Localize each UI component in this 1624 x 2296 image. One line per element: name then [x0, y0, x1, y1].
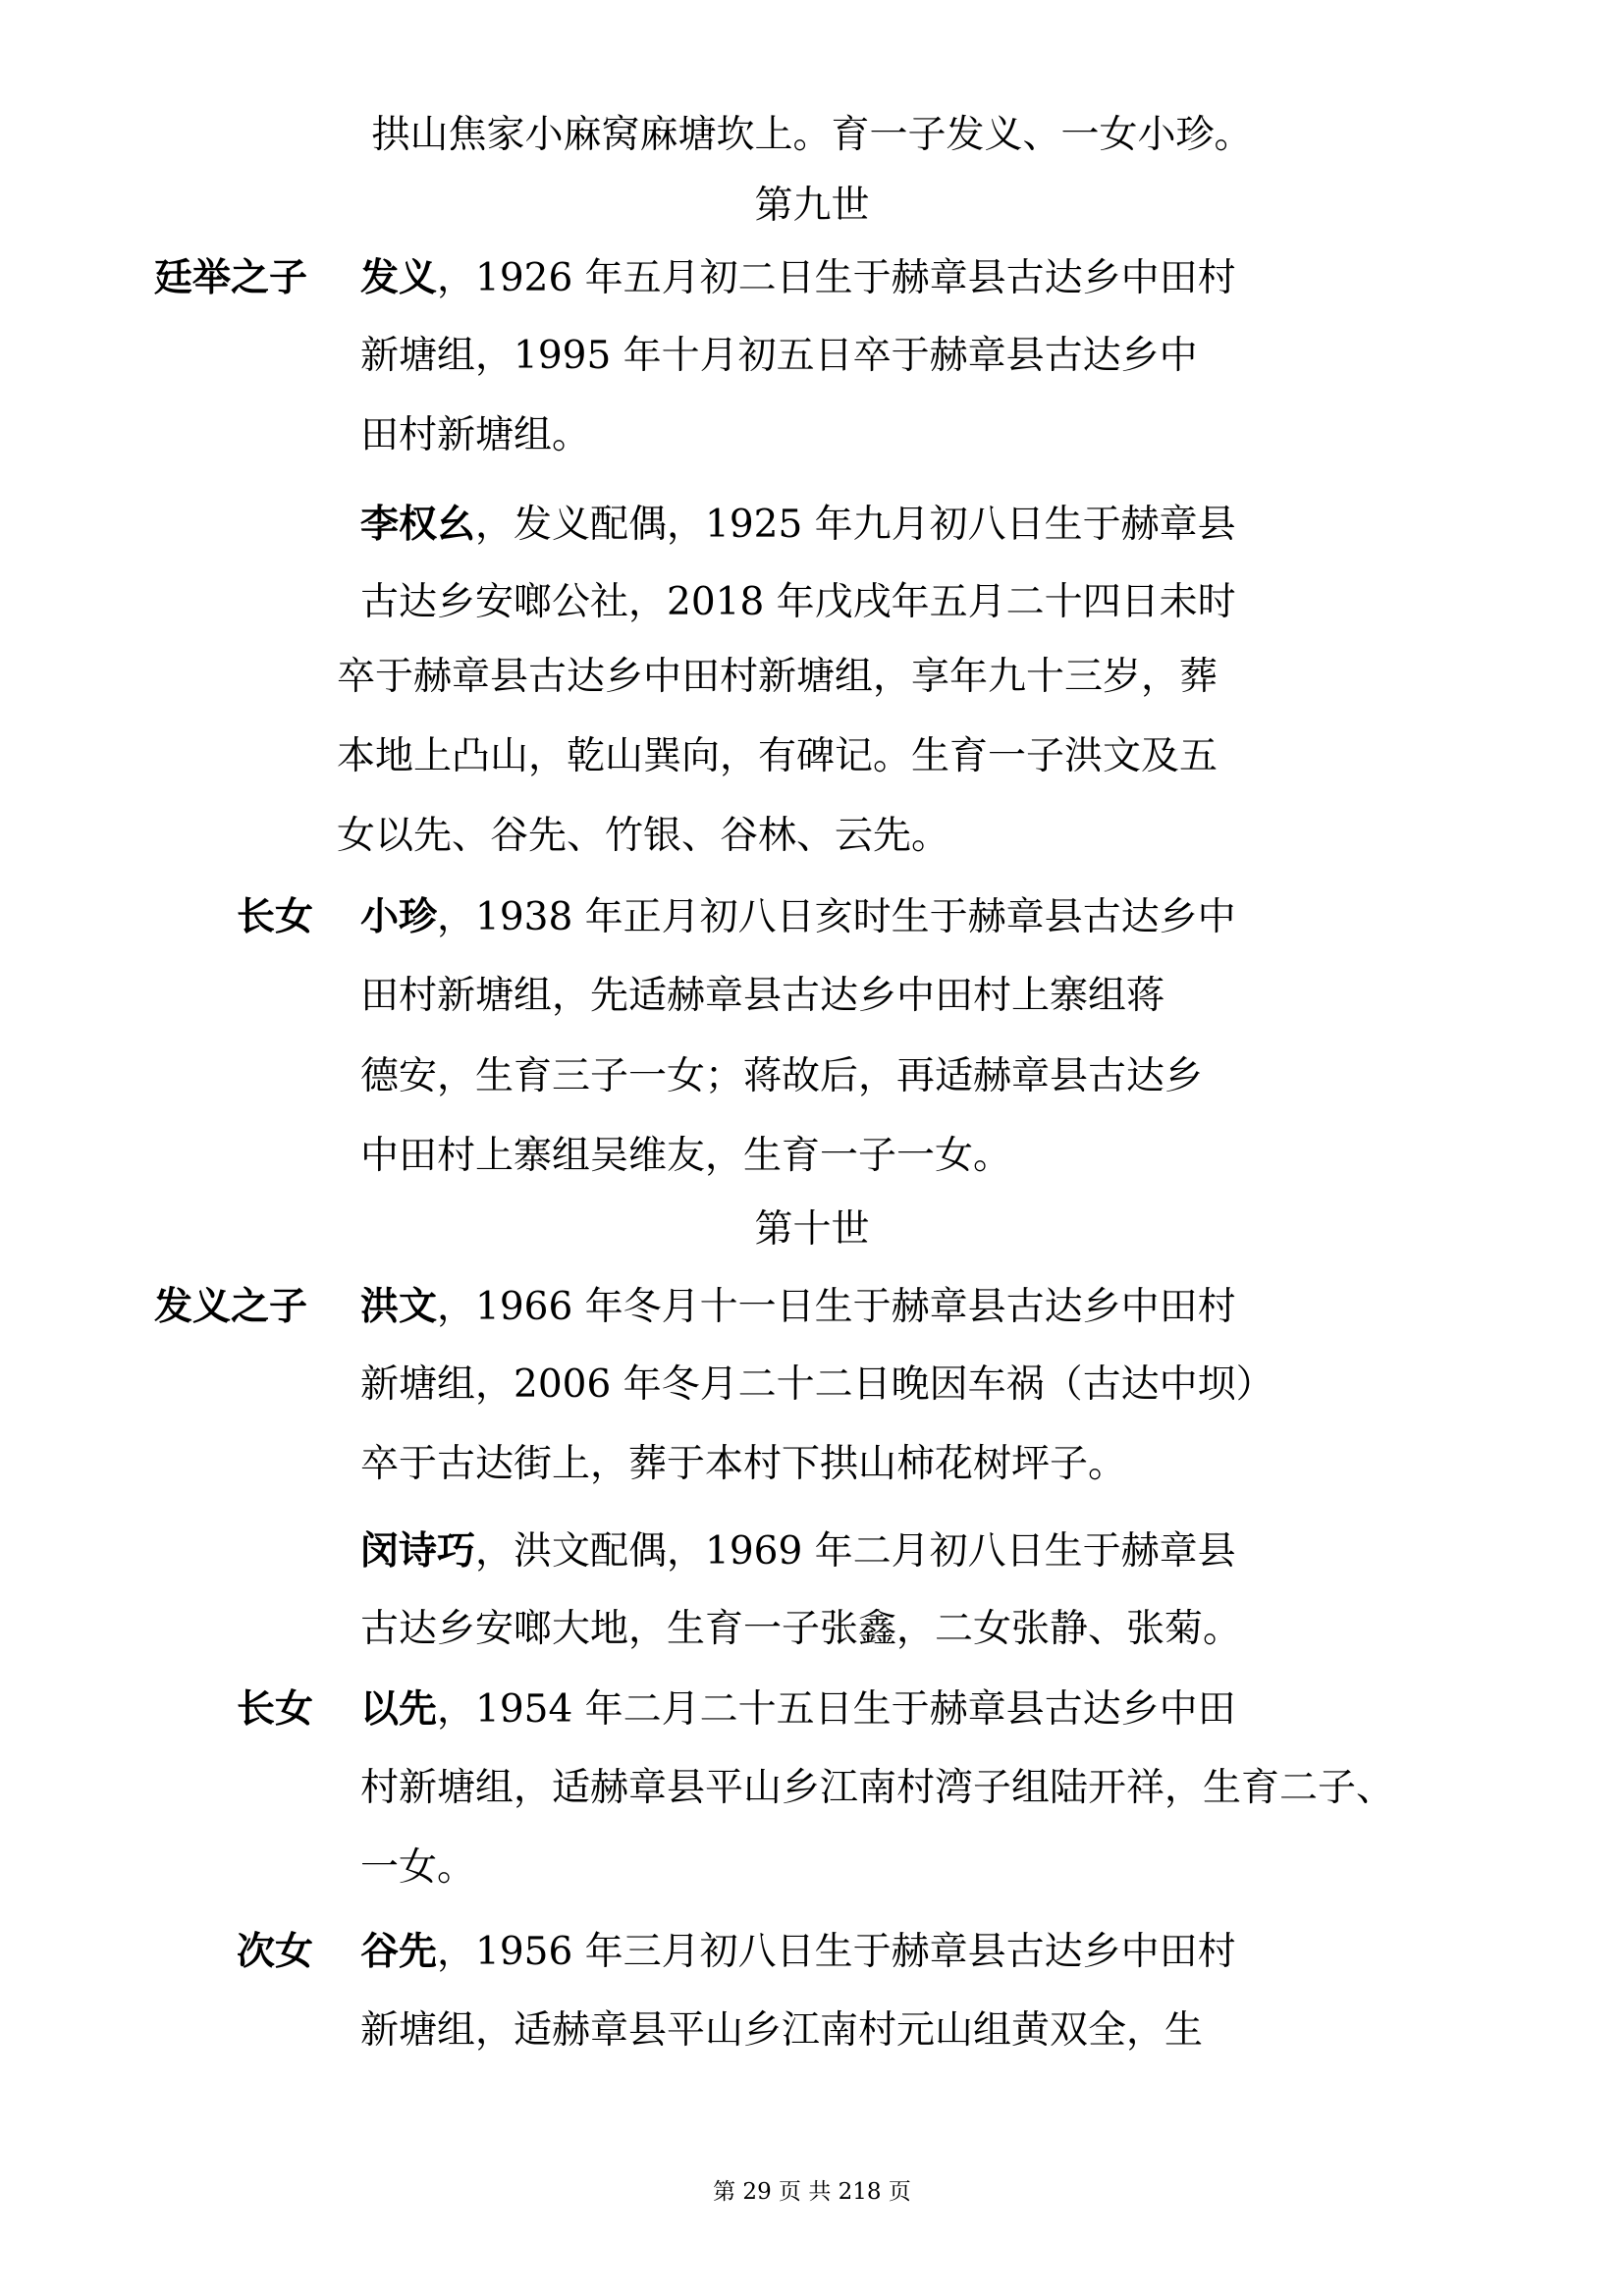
entry-text: ，发义配偶，1925 年九月初八日生于赫章县	[475, 503, 1236, 547]
page-number: 第 29 页 共 218 页	[713, 2179, 911, 2205]
relation-label: 发义之子	[154, 1284, 308, 1329]
text-line	[360, 891, 1236, 942]
person-name: 闵诗巧	[360, 1528, 476, 1574]
text-line	[360, 1683, 1236, 1735]
entry-text: ，1926 年五月初二日生于赫章县古达乡中田村	[437, 256, 1236, 300]
relation-label: 长女	[237, 894, 314, 939]
person-name: 洪文	[360, 1284, 438, 1329]
entry-text: ，1954 年二月二十五日生于赫章县古达乡中田	[437, 1687, 1236, 1732]
text-line: 德安，生育三子一女；蒋故后，再适赫章县古达乡	[360, 1054, 1204, 1098]
text-line: 本地上凸山，乾山巽向，有碑记。生育一子洪文及五	[337, 734, 1218, 778]
relation-label: 廷举之子	[154, 255, 308, 300]
text-line: 古达乡安啷公社，2018 年戊戌年五月二十四日未时	[360, 580, 1236, 624]
text-line	[360, 1926, 1236, 1977]
text-line: 新塘组，1995 年十月初五日卒于赫章县古达乡中	[360, 334, 1198, 378]
entry-text: ，1966 年冬月十一日生于赫章县古达乡中田村	[437, 1285, 1236, 1329]
person-name: 谷先	[360, 1929, 438, 1974]
text-line: 卒于赫章县古达乡中田村新塘组，享年九十三岁，葬	[337, 655, 1218, 699]
text-line: 女以先、谷先、竹银、谷林、云先。	[337, 814, 950, 858]
entry-text: ，1956 年三月初八日生于赫章县古达乡中田村	[437, 1930, 1236, 1974]
text-line: 田村新塘组，先适赫章县古达乡中田村上寨组蒋	[360, 974, 1165, 1018]
person-name: 小珍	[360, 894, 438, 939]
person-name: 李权幺	[360, 502, 476, 547]
text-line: 新塘组，适赫章县平山乡江南村元山组黄双全，生	[360, 2008, 1204, 2053]
text-line	[360, 252, 1236, 303]
text-line: 新塘组，2006 年冬月二十二日晚因车祸（古达中坝）	[360, 1362, 1274, 1407]
text-line: 拱山焦家小麻窝麻塘坎上。育一子发义、一女小珍。	[371, 113, 1253, 157]
text-line	[360, 1281, 1236, 1332]
person-name: 以先	[360, 1686, 438, 1732]
entry-text: ，洪文配偶，1969 年二月初八日生于赫章县	[475, 1529, 1236, 1574]
text-line: 中田村上寨组吴维友，生育一子一女。	[360, 1134, 1012, 1178]
text-line: 村新塘组，适赫章县平山乡江南村湾子组陆开祥，生育二子、	[360, 1766, 1395, 1810]
generation-heading: 第九世	[754, 184, 870, 228]
text-line: 田村新塘组。	[360, 413, 591, 457]
text-line	[360, 1525, 1236, 1576]
person-name: 发义	[360, 255, 438, 300]
text-line: 一女。	[360, 1845, 476, 1890]
text-line: 古达乡安啷大地，生育一子张鑫，二女张静、张菊。	[360, 1607, 1242, 1651]
generation-heading: 第十世	[754, 1207, 870, 1252]
text-line	[360, 499, 1236, 550]
entry-text: ，1938 年正月初八日亥时生于赫章县古达乡中	[437, 895, 1236, 939]
relation-label: 次女	[237, 1929, 314, 1974]
relation-label: 长女	[237, 1686, 314, 1732]
text-line: 卒于古达街上，葬于本村下拱山柿花树坪子。	[360, 1442, 1127, 1486]
